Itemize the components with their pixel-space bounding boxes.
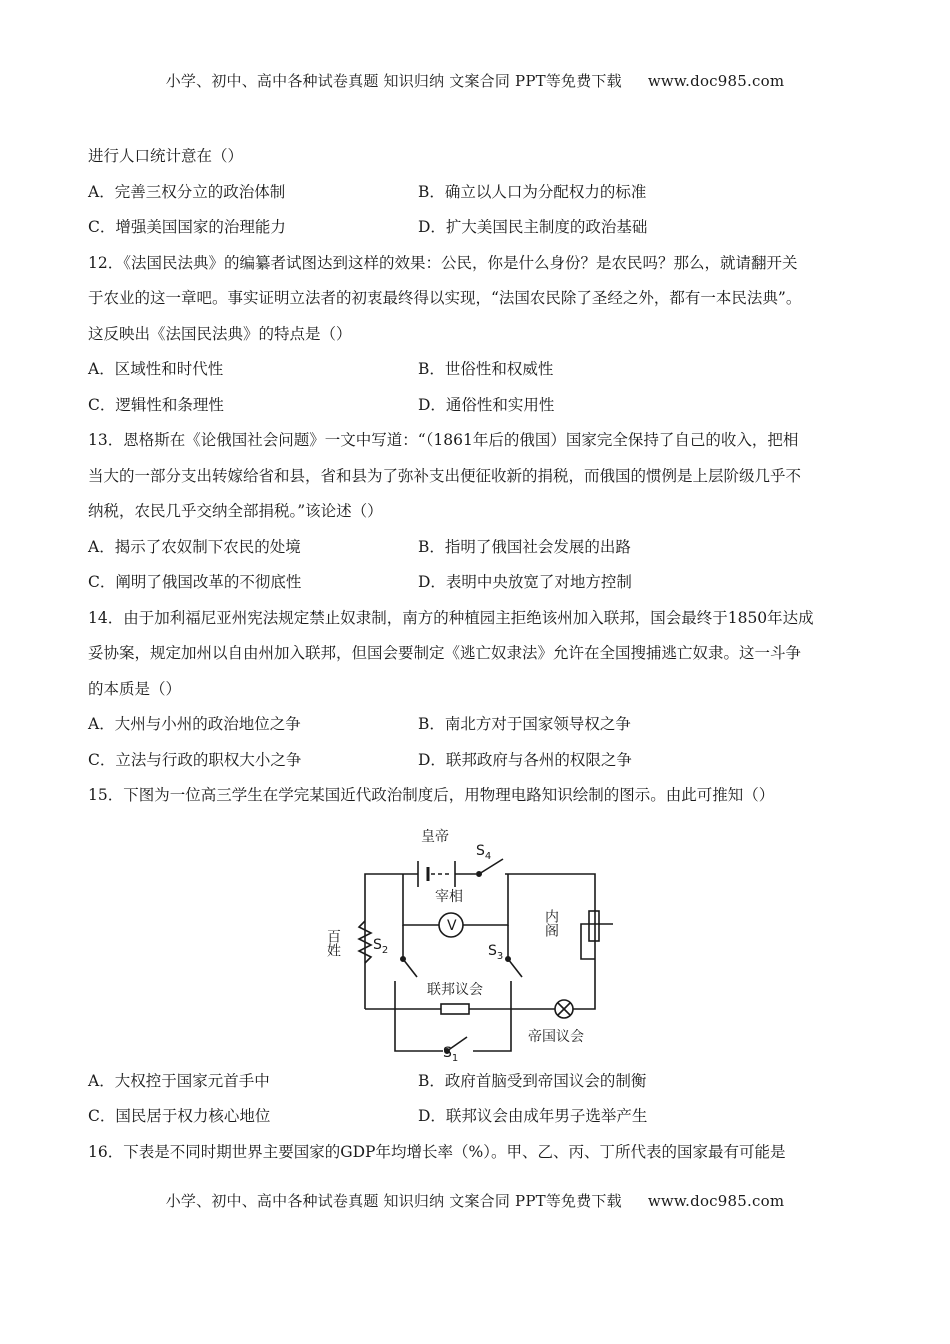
label-s2-sub: 2 [381,944,389,956]
q15-options-row2 [88,1104,868,1140]
q14-stem-line: 妥协案，规定加州以自由州加入联邦，但国会要制定《逃亡奴隶法》允许在全国搜捕逃亡奴隶。这一斗争 [88,644,802,662]
label-s3-main: S [488,942,497,959]
q15-option-d[interactable]: D．联邦议会由成年男子选举产生 [418,1107,648,1125]
q12-stem-line: 12．《法国民法典》的编纂者试图达到这样的效果：公民，你是什么身份？是农民吗？那么，就请翻开关 [88,253,798,272]
label-reichstag: 帝国议会 [528,1028,584,1045]
s2-blade [403,959,417,977]
circuit-svg [325,819,633,1064]
label-s1-main: S [443,1044,452,1061]
q13-stem-line: 纳税，农民几乎交纳全部捐税。”该论述（） [88,502,383,520]
q12-stem-line: 于农业的这一章吧。事实证明立法者的初衷最终得以实现，“法国农民除了圣经之外，都有一本民法典”。 [88,289,802,307]
q12-option-d[interactable]: D．通俗性和实用性 [418,395,555,414]
circuit-wires [359,859,613,1053]
rheostat-body [589,911,599,941]
q14-stem-line: 14．由于加利福尼亚州宪法规定禁止奴隶制，南方的种植园主拒绝该州加入联邦，国会最终于1850年达成 [88,608,814,627]
s3-blade [508,959,522,977]
label-s1 [443,1045,458,1064]
label-s4-sub: 4 [484,850,492,862]
q12-option-b[interactable]: B．世俗性和权威性 [418,360,554,378]
q11-option-a[interactable]: A．完善三权分立的政治体制 [88,182,286,201]
footer-text: 小学、初中、高中各种试卷真题 知识归纳 文案合同 PPT等免费下载 [165,1192,622,1210]
q14-options-row2 [88,748,868,784]
q11-option-b[interactable]: B．确立以人口为分配权力的标准 [418,182,647,201]
q11-options-row1 [88,180,868,216]
label-emperor: 皇帝 [421,828,449,845]
q11-options-row2 [88,215,868,251]
label-s2 [373,937,388,956]
q14-option-d[interactable]: D．联邦政府与各州的权限之争 [418,750,632,769]
q13-option-c[interactable]: C．阐明了俄国改革的不彻底性 [88,573,302,591]
wire-inner-left [403,874,439,925]
q14-stem-line: 的本质是（） [88,679,182,698]
q13-options-row1 [88,535,868,571]
q14-option-b[interactable]: B．南北方对于国家领导权之争 [418,715,631,733]
q12-option-a[interactable]: A．区域性和时代性 [88,360,224,378]
label-s1-sub: 1 [451,1052,459,1064]
q13-option-a[interactable]: A．揭示了农奴制下农民的处境 [88,537,301,556]
header-text: 小学、初中、高中各种试卷真题 知识归纳 文案合同 PPT等免费下载 [165,72,622,90]
resistor-bundesrat [441,1004,469,1014]
q13-options-row2 [88,570,868,606]
q14-option-a[interactable]: A．大州与小州的政治地位之争 [88,715,301,733]
label-voltmeter: V [447,917,457,934]
q13-stem-line: 13．恩格斯在《论俄国社会问题》一文中写道：“（1861年后的俄国）国家完全保持了自己的收入，把相 [88,431,799,449]
wire-top-right [505,874,595,909]
label-s3-sub: 3 [496,950,504,962]
q12-option-c[interactable]: C．逻辑性和条理性 [88,395,224,414]
q14-options-row1 [88,712,868,748]
label-people: 百姓 [325,928,341,957]
q12-options-row2 [88,393,868,429]
q15-stem-line: 15．下图为一位高三学生在学完某国近代政治制度后，用物理电路知识绘制的图示。由此可推知（） [88,786,775,804]
label-s4-main: S [476,842,485,859]
q11-stem: 进行人口统计意在（） [88,147,244,165]
label-s2-main: S [373,936,382,953]
q12-stem-line: 这反映出《法国民法典》的特点是（） [88,324,352,343]
q12-options-row1 [88,357,868,393]
q16-stem-line: 16．下表是不同时期世界主要国家的GDP年均增长率（%）。甲、乙、丙、丁所代表的国家最有可能是 [88,1142,786,1161]
wire-right-bottom [573,959,595,1009]
label-bundesrat: 联邦议会 [427,981,483,998]
footer-site[interactable]: www.doc985.com [647,1192,785,1210]
page-header [0,70,950,91]
q13-stem-line: 当大的一部分支出转嫁给省和县，省和县为了弥补支出便征收新的捐税，而俄国的惯例是上层阶级几乎不 [88,466,802,485]
q15-option-b[interactable]: B．政府首脑受到帝国议会的制衡 [418,1071,647,1090]
q13-option-b[interactable]: B．指明了俄国社会发展的出路 [418,537,631,556]
q15-options-row1 [88,1069,868,1105]
header-site[interactable]: www.doc985.com [647,72,785,90]
q13-option-d[interactable]: D．表明中央放宽了对地方控制 [418,573,632,591]
label-s3 [488,943,503,962]
label-cabinet: 内阁 [543,908,559,937]
circuit-diagram [88,819,868,1069]
page-footer [0,1190,950,1211]
label-s4 [476,843,491,862]
q15-option-c[interactable]: C．国民居于权力核心地位 [88,1107,271,1125]
label-chancellor: 宰相 [435,888,463,905]
wire-inner-right [463,874,508,925]
q11-option-c[interactable]: C．增强美国国家的治理能力 [88,218,286,236]
q15-option-a[interactable]: A．大权控于国家元首手中 [88,1071,270,1090]
q11-option-d[interactable]: D．扩大美国民主制度的政治基础 [418,218,648,236]
q14-option-c[interactable]: C．立法与行政的职权大小之争 [88,750,302,769]
question-content [88,144,868,1175]
